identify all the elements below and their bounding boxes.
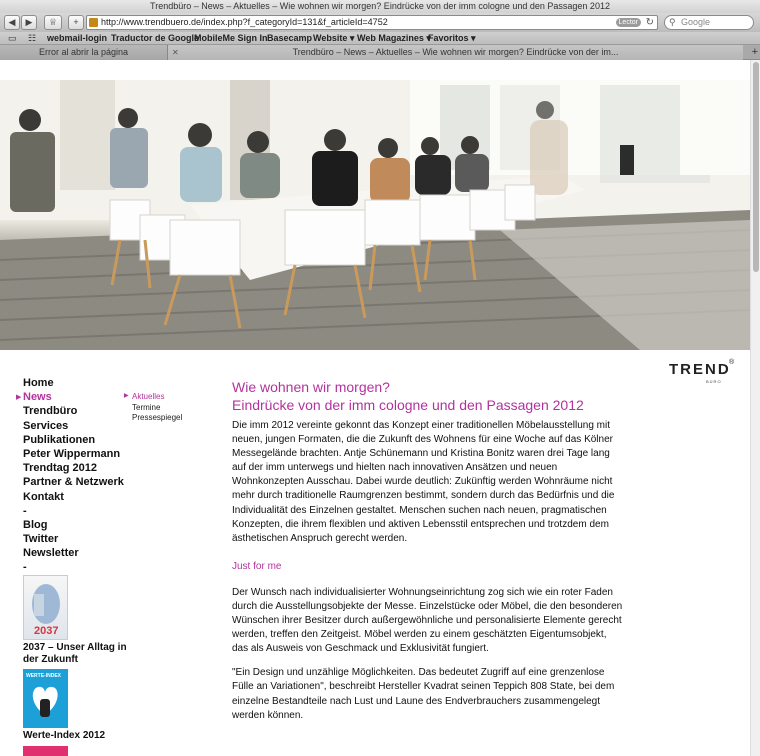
search-placeholder: Google <box>681 17 711 27</box>
active-arrow-icon: ▶ <box>16 394 22 401</box>
back-arrow-icon: ◀ <box>8 17 16 27</box>
bookmark-item[interactable]: Website ▾ <box>313 33 355 43</box>
window-title: Trendbüro – News – Aktuelles – Wie wohnen wir morgen? Eindrücke von der imm cologne und den Passagen 2012 <box>0 0 760 13</box>
logo-subtext: BÜRO <box>706 379 722 384</box>
bookmark-item[interactable]: webmail-login <box>47 33 108 43</box>
book-cover-title: WERTE-INDEX <box>26 673 61 679</box>
hero-illustration <box>0 80 750 350</box>
article-paragraph: "Ein Design und unzählige Möglichkeiten. Das bedeutet Zugriff auf eine grenzenlose Fülle an Variationen", beschreibt Hersteller Kvadrat seinen Teppich 808 State, bei dem einzelne Bestandteile nach Lust und Laune des Endverbrauchers zusammengelegt werden können. <box>232 667 615 721</box>
main-nav <box>16 376 143 575</box>
nav-item-services[interactable]: Services <box>23 419 69 432</box>
subnav-item-aktuelles[interactable]: Aktuelles <box>132 392 165 401</box>
nav-item-news[interactable]: News <box>23 391 52 404</box>
nav-item-blog[interactable]: Blog <box>23 518 48 531</box>
tab-bar <box>0 45 760 60</box>
bookmarks-bar <box>0 32 760 45</box>
nav-item-publikationen[interactable]: Publikationen <box>23 433 96 446</box>
top-sites-button[interactable] <box>44 15 62 30</box>
headline-line-1: Wie wohnen wir morgen? <box>232 379 390 395</box>
article-paragraph: Die imm 2012 vereinte gekonnt das Konzept einer traditionellen Möbelausstellung mit neuen, jungen Formaten, die die Zukunft des Wohnens für eine Woche auf das Kölner Messegelände brachten. Antje Schünemann und Kristina Bonitz waren drei Tage lang auf der imm unterwegs und hielten nach innovativen Ansätzen und neuen Wohnkonzepten Ausschau. Dabei wurde deutlich: Zukünftig werden Wohnräume nicht mehr durch traditionelle Raumgrenzen bestimmt, sondern durch das Bedürfnis und die Individualität des Einzelnen gestaltet. Menschen suchen nach neuen, pragmatischen Konzepten, die ihrem flexiblen und aktiven Lebensstil entsprechen und trotzdem dem ästhetischen Anspruch gerecht werden. <box>232 420 615 544</box>
bookmark-item[interactable]: Basecamp <box>267 33 313 43</box>
book-cover-werte-index[interactable] <box>23 669 68 728</box>
scrollbar-thumb[interactable] <box>753 62 759 272</box>
active-arrow-icon: ▶ <box>124 393 129 399</box>
subnav-item-pressespiegel[interactable]: Pressespiegel <box>132 413 183 422</box>
logo-text: TREND <box>669 361 731 378</box>
new-tab-button[interactable]: + <box>751 46 758 58</box>
bookmark-item[interactable]: Favoritos ▾ <box>428 33 476 43</box>
nav-item-newsletter[interactable]: Newsletter <box>23 547 79 560</box>
promo-label-werte-index[interactable]: Werte-Index 2012 <box>23 730 106 741</box>
nav-item-home[interactable]: Home <box>23 377 54 389</box>
forward-arrow-icon: ▶ <box>25 17 33 27</box>
book-cover-title: 2037 <box>34 625 59 637</box>
tab-active[interactable] <box>168 45 743 60</box>
crown-icon: ♕ <box>48 17 58 27</box>
tab-label: Trendbüro – News – Aktuelles – Wie wohnen wir morgen? Eindrücke von der im... <box>292 47 619 57</box>
article-subheading: Just for me <box>232 560 282 572</box>
plus-icon: + <box>73 17 79 27</box>
reading-list-icon[interactable]: ▭ <box>8 33 17 43</box>
article <box>232 378 624 723</box>
site-favicon-icon <box>89 18 98 27</box>
nav-separator: - <box>23 561 27 574</box>
forward-button[interactable] <box>21 15 37 30</box>
subnav-item-termine[interactable]: Termine <box>132 402 161 412</box>
nav-item-trendbuero[interactable]: Trendbüro <box>23 405 78 418</box>
bookmark-item[interactable]: MobileMe Sign In <box>194 33 268 43</box>
bookmark-item[interactable]: Web Magazines ▾ <box>357 33 431 43</box>
promo-label-2037[interactable]: 2037 – Unser Alltag in der Zukunft <box>23 642 127 665</box>
article-paragraph: Der Wunsch nach individualisierter Wohnungseinrichtung zog sich wie ein roter Faden durch die Ausstellungsobjekte der Messe. Einzelstücke oder Möbel, die den besonderen Wünschen ihrer Besitzer durch außergewöhnliche und personalisierte Elemente gerecht werden, treffen den Zeitgeist. Möbel werden zu einem geschätzten Eigentumsobjekt, das als Ausweis von Geschmack und Exklusivität fungiert. <box>232 586 623 655</box>
logo-registered: ® <box>729 359 735 366</box>
book-cover-partial[interactable] <box>23 746 68 756</box>
nav-item-partner[interactable]: Partner & Netzwerk <box>23 476 124 489</box>
headline-line-2: Eindrücke von der imm cologne und den Passagen 2012 <box>232 397 584 413</box>
article-headline <box>232 378 624 414</box>
book-cover-2037[interactable] <box>23 575 68 640</box>
nav-item-twitter[interactable]: Twitter <box>23 533 59 546</box>
reload-icon[interactable]: ↻ <box>645 17 654 28</box>
reader-button[interactable]: Lector <box>616 18 641 27</box>
sub-nav <box>124 392 183 424</box>
nav-item-trendtag[interactable]: Trendtag 2012 <box>23 462 97 475</box>
hero-image <box>0 80 750 350</box>
search-icon: ⚲ <box>669 17 676 27</box>
close-tab-icon[interactable]: ✕ <box>172 48 179 57</box>
search-field[interactable] <box>664 15 754 30</box>
add-bookmark-button[interactable] <box>68 15 84 30</box>
page-scrollbar[interactable] <box>750 60 760 756</box>
tab-error[interactable] <box>0 45 168 60</box>
trendbuero-logo[interactable] <box>669 359 735 384</box>
nav-separator: - <box>23 504 27 517</box>
tab-label: Error al abrir la página <box>38 47 129 57</box>
address-bar[interactable] <box>86 15 658 30</box>
back-button[interactable] <box>4 15 20 30</box>
bookmark-item[interactable]: Traductor de Google <box>111 33 200 43</box>
nav-item-peter-wippermann[interactable]: Peter Wippermann <box>23 447 121 460</box>
browser-toolbar <box>0 13 760 32</box>
url-text: http://www.trendbuero.de/index.php?f_categoryId=131&f_articleId=4752 <box>101 17 388 27</box>
bookmarks-grid-icon[interactable]: ☷ <box>28 33 37 43</box>
nav-item-kontakt[interactable]: Kontakt <box>23 490 64 503</box>
